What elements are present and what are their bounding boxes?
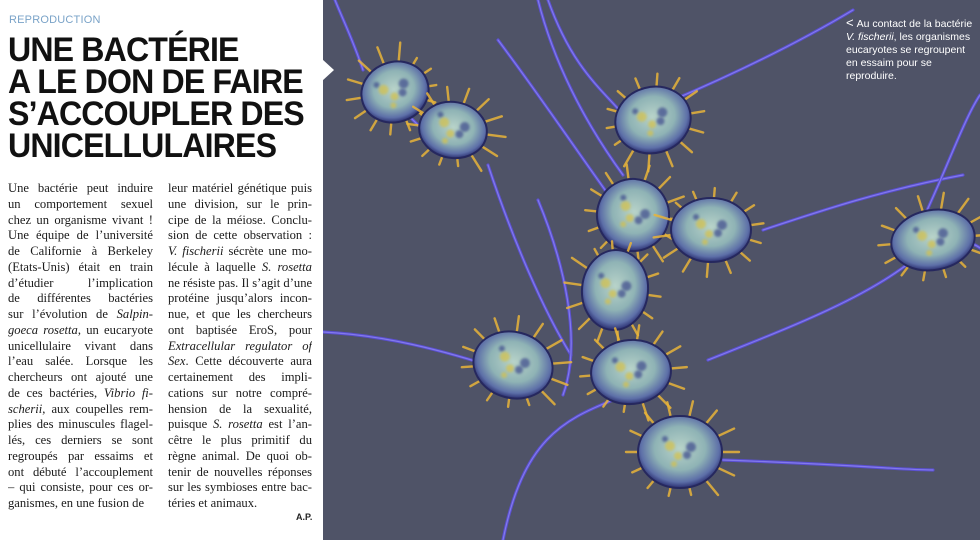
body-line: plies des minuscules flagel- (8, 417, 153, 432)
body-line: chez un organisme vivant ! (8, 212, 153, 227)
body-line: hension de la sexualité, (168, 401, 312, 416)
caption-arrow-icon: < (846, 15, 854, 30)
body-column-2 (168, 181, 312, 512)
body-line: lés, ces derniers se sont (8, 433, 153, 447)
title-line: S’ACCOUPLER DES (8, 95, 304, 133)
flagellum (503, 400, 613, 540)
caption-text-start: Au contact de la bactérie (856, 18, 973, 30)
caption-species: V. fischerii (846, 31, 894, 43)
flagellum (548, 0, 628, 120)
body-line: Une bactérie peut induire (8, 181, 153, 195)
flagellum (503, 400, 613, 540)
body-line: leur matériel génétique puis (168, 181, 312, 195)
body-line: cations sur notre compré- (168, 385, 312, 400)
body-line: une division, sur le prin- (168, 196, 312, 211)
flagellum (538, 0, 623, 175)
body-line: lécule à laquelle S. rosetta (168, 259, 312, 274)
body-line: nue, et que les chercheurs (168, 307, 312, 321)
flagellum (673, 10, 853, 100)
title-line: A LE DON DE FAIRE (8, 63, 303, 101)
body-line: téries et animaux. (168, 496, 258, 510)
body-line: de Californie à Berkeley (8, 244, 153, 258)
title-line: UNICELLULAIRES (8, 127, 277, 165)
body-line: protéine jusqu’alors incon- (168, 291, 312, 306)
flagellum (723, 460, 933, 470)
body-line: sur les symbioses entre bac- (168, 480, 312, 495)
cell (576, 321, 691, 426)
body-line: de ces bactéries, Vibrio fi- (8, 385, 153, 400)
flagellum (538, 0, 623, 175)
body-line: ont baptisée EroS, pour (168, 322, 312, 337)
body-line: – qui consiste, pour ces or- (8, 480, 153, 495)
body-line: ont débuté l’accouplement (8, 464, 153, 479)
body-line: Sex. Cette découverte aura (168, 354, 312, 369)
body-line: ganismes, en une fusion de (8, 496, 145, 510)
flagellum (708, 260, 913, 360)
cell (626, 401, 739, 496)
article-title (8, 31, 304, 165)
body-line: unicellulaire vivant dans (8, 338, 153, 353)
author-signature: A.P. (296, 512, 313, 522)
body-line: règne animal. De quoi ob- (168, 448, 312, 463)
body-line: de différentes bactéries (8, 291, 153, 306)
body-line: l’eau salée. Lorsque les (8, 354, 153, 369)
body-line: scherii, aux coupelles rem- (8, 401, 153, 416)
caption-text-end: , les organismes eucaryotes se regroupent en essaim pour se reproduire. (846, 31, 971, 82)
cells-layer (333, 33, 980, 496)
flagellum (548, 0, 628, 120)
body-line: sion de cette observation : (168, 228, 312, 243)
body-line: regroupés par essaims et (8, 448, 153, 463)
flagellum (708, 260, 913, 360)
body-line: certainement des impli- (168, 370, 312, 384)
cell (871, 185, 980, 288)
body-line: chercheurs ont ajouté une (8, 370, 153, 384)
body-line: V. fischerii sécrète une mo- (168, 244, 312, 258)
body-column-1 (8, 181, 153, 512)
body-line: goeca rosetta, un eucaryote (8, 322, 153, 337)
page-notch (322, 59, 334, 81)
body-line: Une équipe de l’université (8, 228, 153, 243)
body-line: ne résiste pas. Il s’agit d’une (168, 275, 312, 290)
body-line: tenir de nouvelles réponses (168, 464, 312, 479)
body-line: cêtre le plus primitif du (168, 433, 312, 447)
body-line: d’étudier l’implication (8, 275, 153, 290)
body-line: Extracellular regulator of (168, 338, 312, 353)
cell (451, 304, 581, 420)
article-page (0, 0, 323, 540)
body-line: cipe de la méiose. Conclu- (168, 212, 312, 227)
body-line: (Etats-Unis) était en train (8, 259, 153, 274)
body-line: sur l’évolution de Salpin- (8, 307, 153, 321)
cell (560, 237, 665, 347)
title-line: UNE BACTÉRIE (8, 31, 239, 69)
body-line: puisque S. rosetta est l’an- (168, 417, 312, 432)
photo-caption (846, 16, 974, 83)
body-line: un comportement sexuel (8, 196, 153, 211)
section-kicker: REPRODUCTION (9, 14, 101, 26)
